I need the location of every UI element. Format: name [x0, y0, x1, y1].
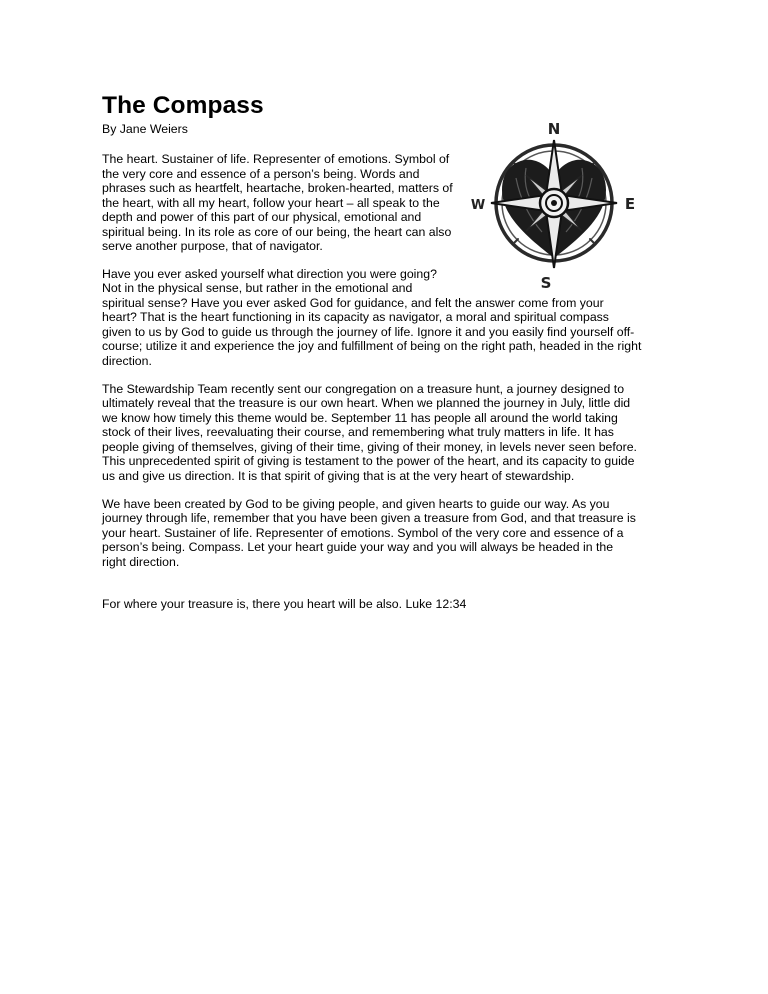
- scripture-quote: For where your treasure is, there you heart will be also. Luke 12:34: [102, 597, 467, 611]
- compass-heart-icon: [466, 118, 656, 294]
- paragraph-line: us and give us direction. It is that spirit of giving that is at the very heart of stewardship.: [102, 469, 575, 483]
- article-title: The Compass: [102, 92, 264, 119]
- paragraph-line: serve another purpose, that of navigator.: [102, 239, 323, 253]
- compass-label-north: N: [547, 120, 561, 138]
- paragraph-line: right direction.: [102, 555, 180, 569]
- paragraph-line: we know how timely this theme would be. September 11 has people all around the world taking: [102, 411, 618, 425]
- paragraph-line: This unprecedented spirit of giving is testament to the power of the heart, and its capacity to guide: [102, 454, 635, 468]
- paragraph-line: The heart. Sustainer of life. Representer of emotions. Symbol of: [102, 152, 450, 166]
- paragraph-line: given to us by God to guide us through the journey of life. Ignore it and you easily find yourself off-: [102, 325, 635, 339]
- paragraph-line: the very core and essence of a person’s being. Words and: [102, 167, 420, 181]
- paragraph-line: journey through life, remember that you have been given a treasure from God, and that treasure is: [102, 511, 636, 525]
- paragraph-line: ultimately reveal that the treasure is our own heart. When we planned the journey in July, little did: [102, 396, 631, 410]
- compass-label-east: E: [624, 195, 636, 213]
- paragraph-line: spiritual sense? Have you ever asked God for guidance, and felt the answer come from your: [102, 296, 604, 310]
- paragraph-line: phrases such as heartfelt, heartache, broken-hearted, matters of: [102, 181, 453, 195]
- paragraph-line: spiritual being. In its role as core of our being, the heart can also: [102, 225, 452, 239]
- paragraph-line: depth and power of this part of our physical, emotional and: [102, 210, 422, 224]
- compass-label-west: W: [470, 198, 486, 213]
- paragraph-line: stock of their lives, reevaluating their course, and remembering what truly matters in life. It has: [102, 425, 614, 439]
- paragraph-line: people giving of themselves, giving of their time, giving of their money, in levels never seen before.: [102, 440, 637, 454]
- paragraph-line: person’s being. Compass. Let your heart guide your way and you will always be headed in the: [102, 540, 614, 554]
- paragraph-line: the heart, with all my heart, follow your heart – all speak to the: [102, 196, 440, 210]
- paragraph-line: course; utilize it and experience the joy and fulfillment of being on the right path, headed in the right: [102, 339, 642, 353]
- paragraph-line: The Stewardship Team recently sent our congregation on a treasure hunt, a journey designed to: [102, 382, 625, 396]
- paragraph-line: direction.: [102, 354, 152, 368]
- paragraph-line: your heart. Sustainer of life. Representer of emotions. Symbol of the very core and essence of a: [102, 526, 624, 540]
- article-byline: By Jane Weiers: [102, 122, 188, 136]
- compass-label-south: S: [540, 274, 552, 292]
- paragraph-line: Not in the physical sense, but rather in the emotional and: [102, 281, 413, 295]
- paragraph-line: We have been created by God to be giving people, and given hearts to guide our way. As you: [102, 497, 610, 511]
- paragraph-line: heart? That is the heart functioning in its capacity as navigator, a moral and spiritual compass: [102, 310, 609, 324]
- paragraph-line: Have you ever asked yourself what direction you were going?: [102, 267, 437, 281]
